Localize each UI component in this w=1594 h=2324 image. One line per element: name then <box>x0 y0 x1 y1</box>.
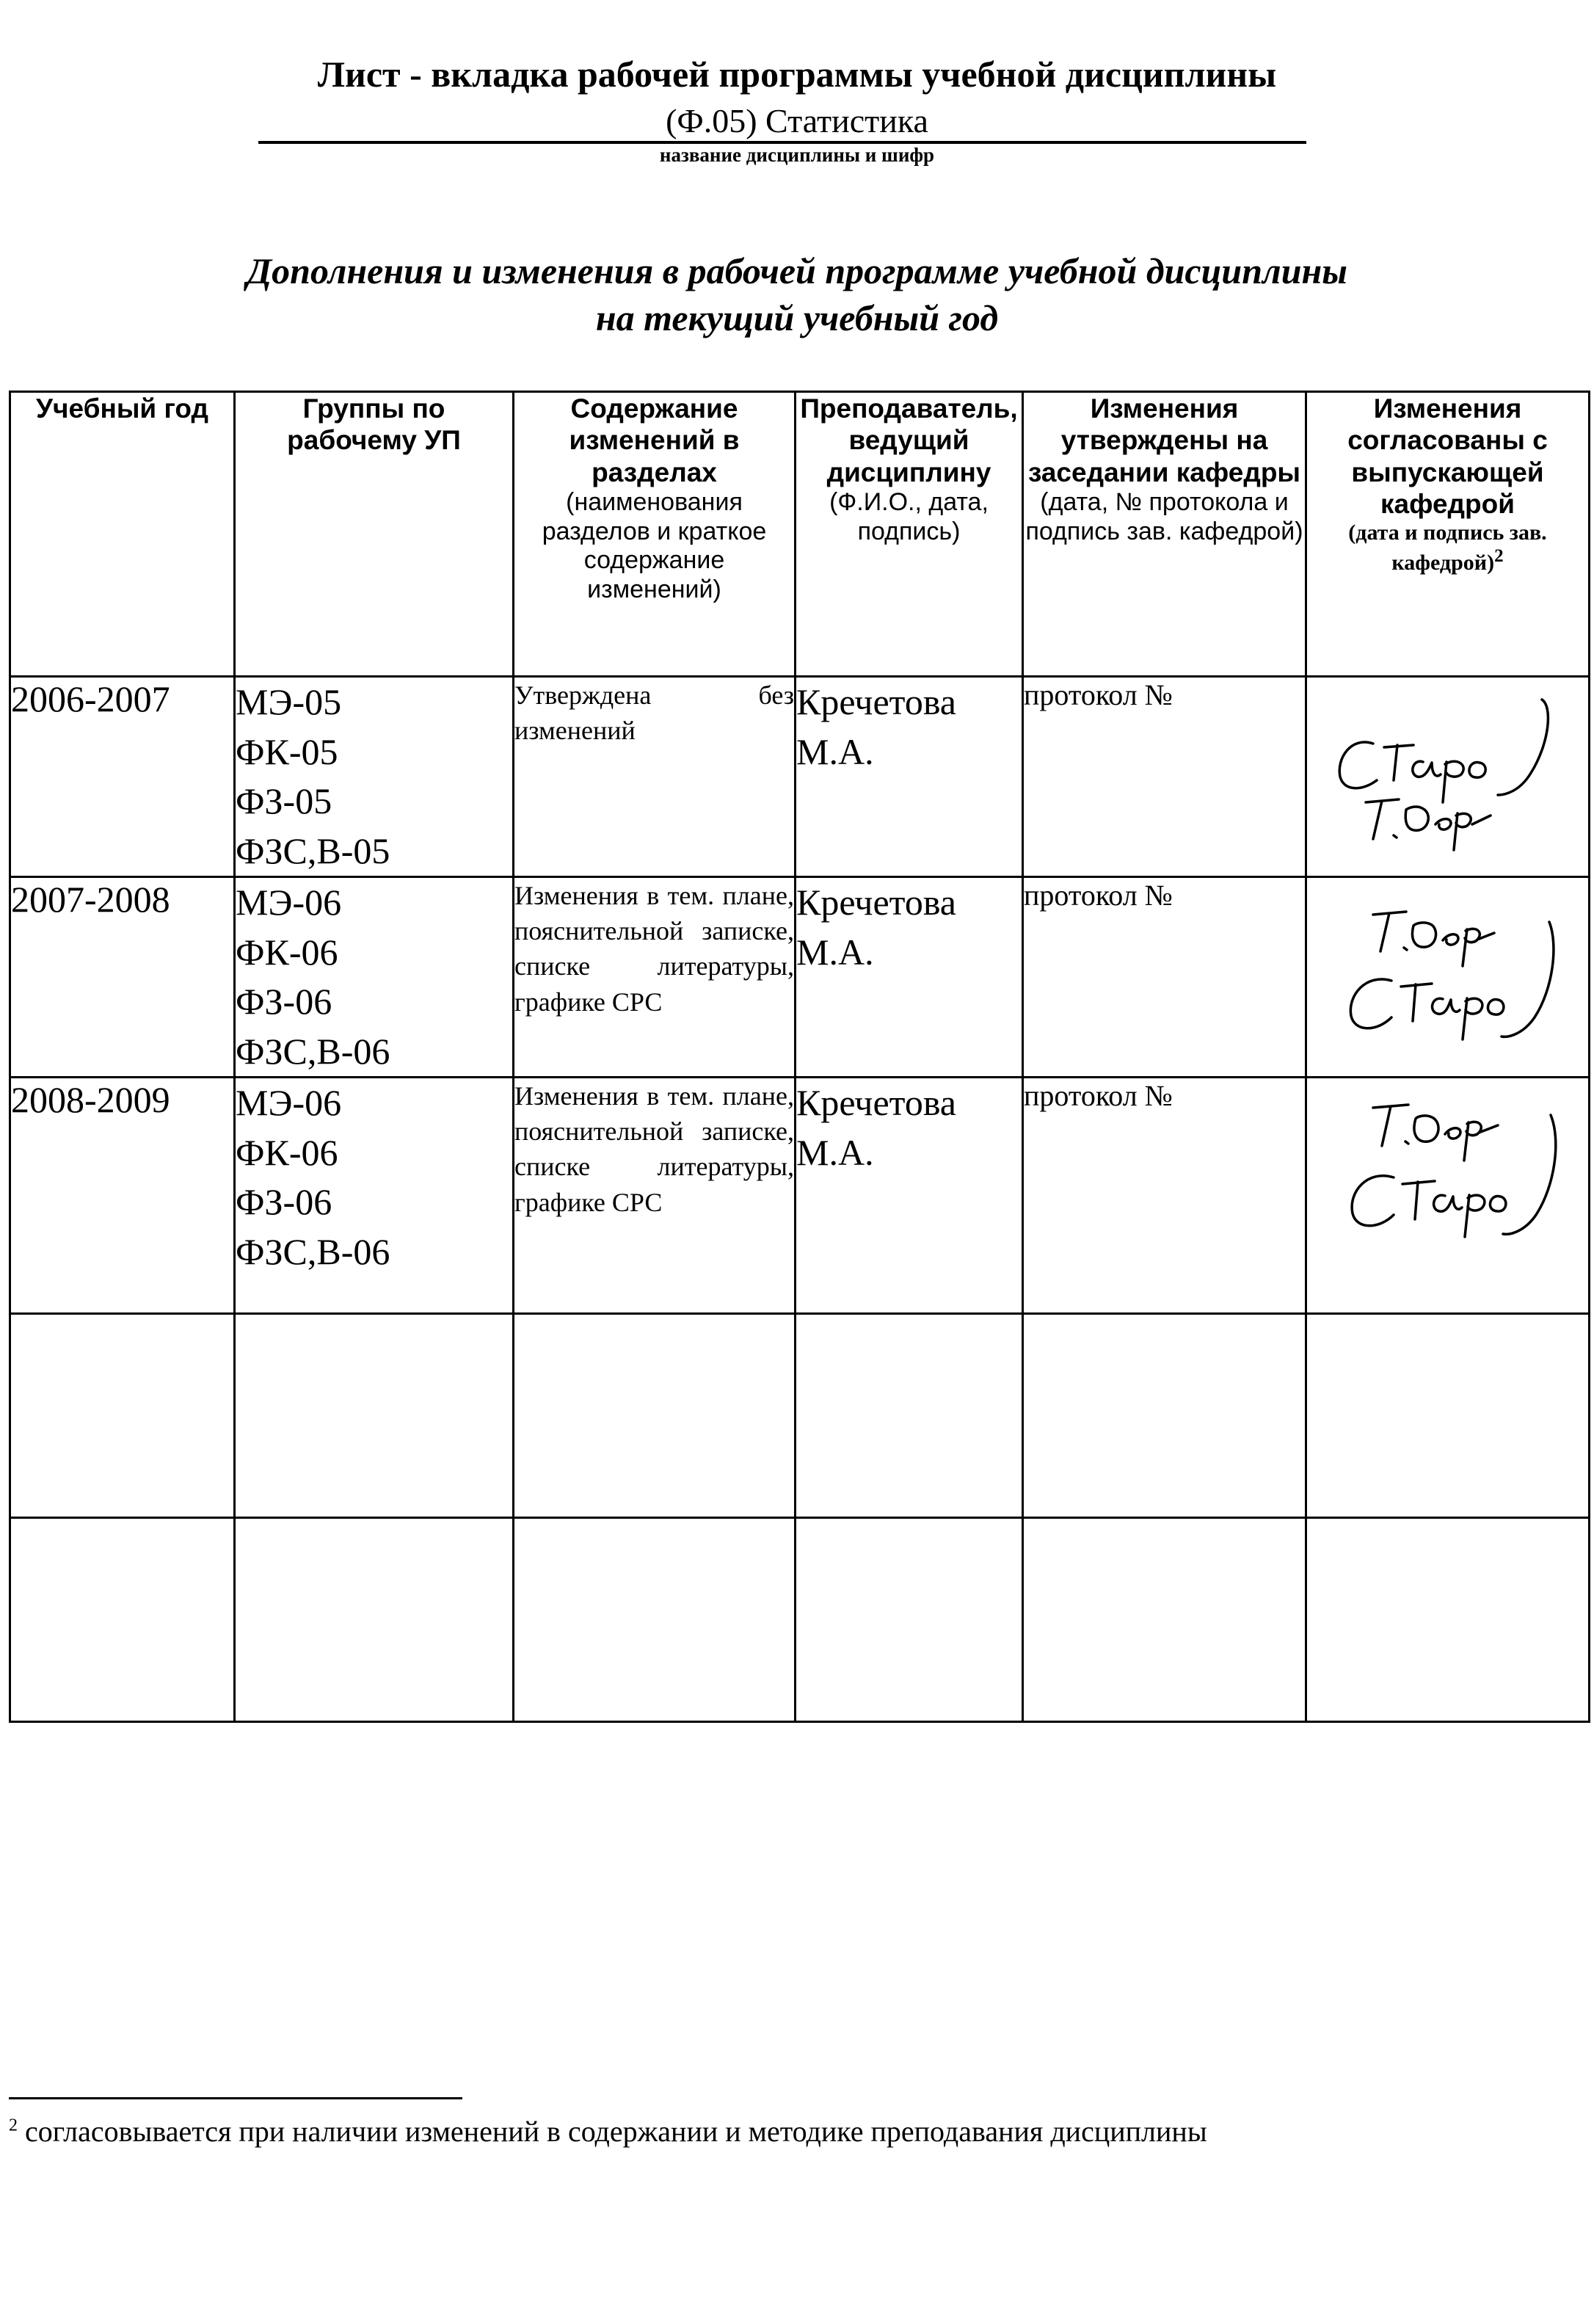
header-approved-note: (дата, № протокола и подпись зав. кафедрой) <box>1025 487 1303 545</box>
group-item: ФЗ-06 <box>236 1181 332 1222</box>
cell-protocol: протокол № <box>1023 877 1306 1078</box>
header-content-note: (наименования разделов и краткое содержание изменений) <box>542 487 767 604</box>
discipline-name: (Ф.05) Статистика <box>666 102 928 139</box>
cell-groups <box>235 877 514 1078</box>
cell-year: 2007-2008 <box>10 877 235 1078</box>
header-agreed <box>1306 392 1590 677</box>
table-row <box>10 877 1590 1078</box>
cell-teacher: Кречетова М.А. <box>796 677 1023 877</box>
table-row-empty <box>10 1518 1590 1722</box>
group-item: ФК-05 <box>236 730 338 772</box>
cell-signature <box>1306 1078 1590 1314</box>
group-item: ФЗС,В-06 <box>236 1030 390 1072</box>
cell-teacher: Кречетова М.А. <box>796 1078 1023 1314</box>
footnote-number: 2 <box>9 2116 18 2135</box>
cell-protocol: протокол № <box>1023 1078 1306 1314</box>
group-item: МЭ-05 <box>236 681 342 722</box>
cell-year: 2008-2009 <box>10 1078 235 1314</box>
group-item: МЭ-06 <box>236 882 342 923</box>
cell-empty <box>235 1518 514 1722</box>
group-item: ФЗ-05 <box>236 780 332 821</box>
signature-image <box>1322 1093 1571 1254</box>
cell-content: Изменения в тем. плане, пояснительной записке, списке литературы, графике СРС <box>514 877 796 1078</box>
cell-empty <box>796 1314 1023 1518</box>
group-item: ФК-06 <box>236 931 338 973</box>
header-teacher-note: (Ф.И.О., дата, подпись) <box>829 487 989 545</box>
group-item: ФЗС,В-05 <box>236 829 390 871</box>
header-content-main: Содержание изменений в разделах <box>569 393 740 487</box>
cell-signature <box>1306 877 1590 1078</box>
cell-content: Изменения в тем. плане, пояснительной записке, списке литературы, графике СРС <box>514 1078 796 1314</box>
header-year: Учебный год <box>10 392 235 677</box>
header-teacher <box>796 392 1023 677</box>
table-row <box>10 1078 1590 1314</box>
group-item: МЭ-06 <box>236 1082 342 1123</box>
table-header-row <box>10 392 1590 677</box>
cell-empty <box>10 1314 235 1518</box>
header-teacher-main: Преподаватель, ведущий дисциплину <box>800 393 1018 487</box>
footnote-ref: 2 <box>1494 546 1504 567</box>
group-item: ФЗ-06 <box>236 981 332 1022</box>
header-groups: Группы по рабочему УП <box>235 392 514 677</box>
section-title-line2: на текущий учебный год <box>595 297 999 338</box>
cell-signature <box>1306 677 1590 877</box>
signature-image <box>1322 692 1571 861</box>
section-title-line1: Дополнения и изменения в рабочей программе учебной дисциплины <box>247 250 1347 291</box>
group-item: ФК-06 <box>236 1131 338 1173</box>
cell-empty <box>235 1314 514 1518</box>
cell-year: 2006-2007 <box>10 677 235 877</box>
cell-empty <box>514 1518 796 1722</box>
footnote-text: согласовывается при наличии изменений в содержании и методике преподавания дисциплины <box>25 2115 1207 2148</box>
group-item: ФЗС,В-06 <box>236 1230 390 1272</box>
page-title: Лист - вкладка рабочей программы учебной дисциплины <box>317 54 1277 95</box>
table-row <box>10 677 1590 877</box>
footnote <box>9 2111 1565 2152</box>
header-agreed-note: (дата и подпись зав. кафедрой)$^2$ <box>1348 520 1547 575</box>
header-approved-main: Изменения утверждены на заседании кафедры <box>1027 393 1301 487</box>
cell-empty <box>1306 1518 1590 1722</box>
discipline-caption: название дисциплины и шифр <box>659 144 935 166</box>
signature-image <box>1322 900 1571 1061</box>
cell-empty <box>514 1314 796 1518</box>
cell-protocol: протокол № <box>1023 677 1306 877</box>
header-content <box>514 392 796 677</box>
footnote-divider <box>9 2097 462 2099</box>
cell-empty <box>1023 1314 1306 1518</box>
cell-groups <box>235 1078 514 1314</box>
cell-empty <box>1023 1518 1306 1722</box>
cell-empty <box>10 1518 235 1722</box>
cell-empty <box>796 1518 1023 1722</box>
cell-empty <box>1306 1314 1590 1518</box>
cell-teacher: Кречетова М.А. <box>796 877 1023 1078</box>
header-agreed-main: Изменения согласованы с выпускающей кафедрой <box>1347 393 1548 519</box>
header-approved <box>1023 392 1306 677</box>
cell-groups <box>235 677 514 877</box>
table-row-empty <box>10 1314 1590 1518</box>
cell-content: Утверждена без изменений <box>514 677 796 877</box>
changes-table <box>9 391 1590 1723</box>
